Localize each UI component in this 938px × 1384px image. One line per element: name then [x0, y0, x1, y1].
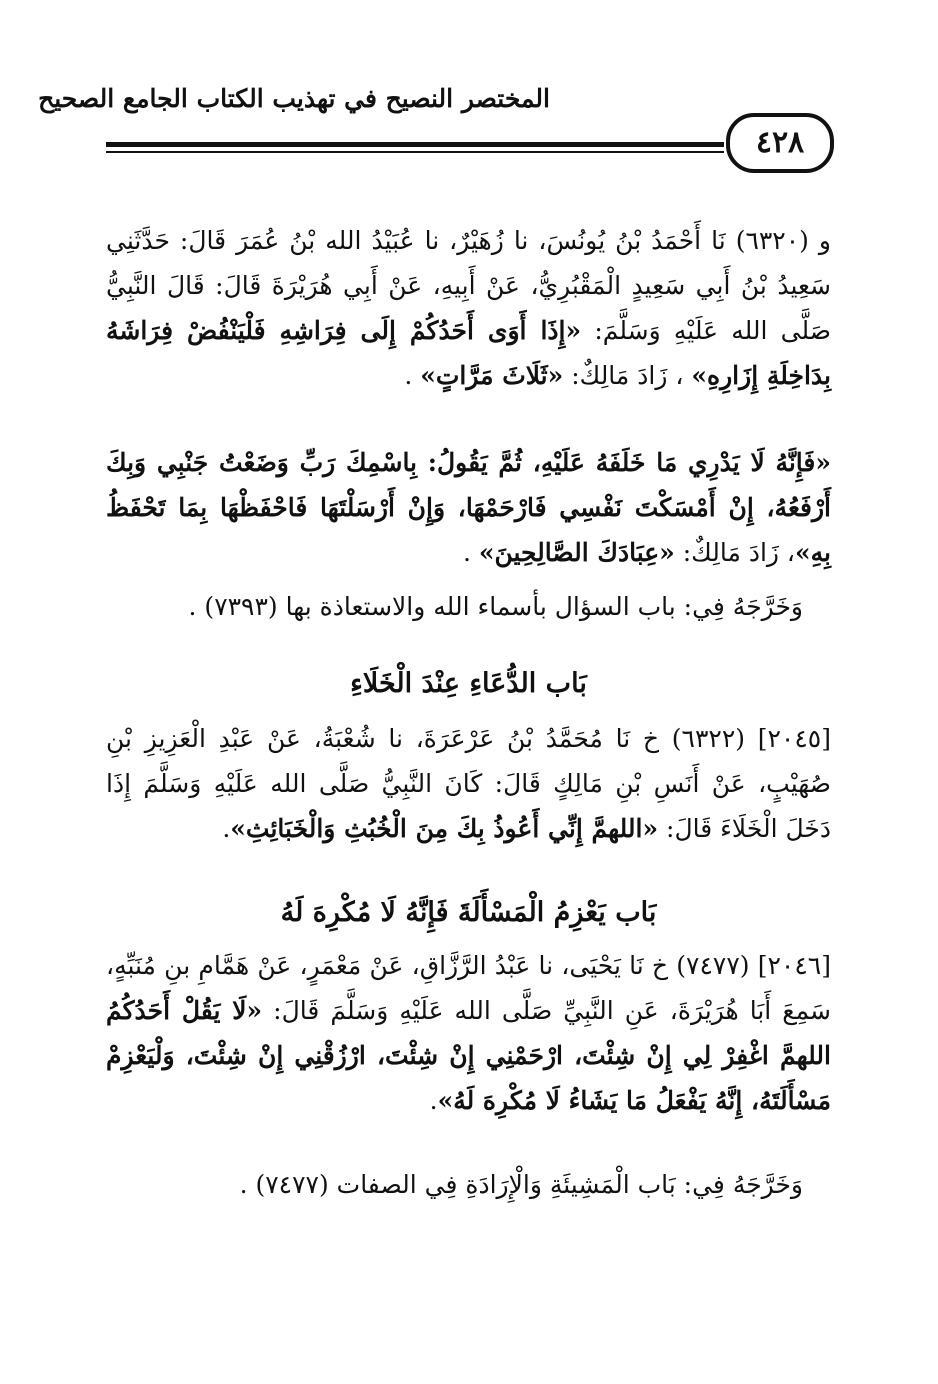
paragraph-end: .: [404, 361, 421, 390]
takhrij-note: وَخَرَّجَهُ فِي: بَاب الْمَشِيئَةِ وَالْإِرَادَةِ فِي الصفات (٧٤٧٧) .: [239, 1170, 803, 1199]
isnad-text: [٢٠٤٥] (٦٣٢٢) خ نَا مُحَمَّدُ بْنُ عَرْعَرَةَ، نا شُعْبَةُ، عَنْ عَبْدِ الْعَزِيزِ بْنِ صُهَيْبٍ، عَنْ أَنَسِ بْنِ مَالِكٍ قَالَ: كَانَ النَّبِيُّ صَلَّى الله عَلَيْهِ وَسَلَّمَ إِذَا دَخَلَ الْخَلَاءَ قَالَ:: [106, 724, 831, 843]
isnad-text: و (٦٣٢٠) نَا أَحْمَدُ بْنُ يُونُسَ، نا زُهَيْرٌ، نا عُبَيْدُ الله بْنُ عُمَرَ قَالَ: حَدَّثَنِي سَعِيدُ بْنُ أَبِي سَعِيدٍ الْمَقْبُرِيُّ، عَنْ أَبِيهِ، عَنْ أَبِي هُرَيْرَةَ قَالَ: قَالَ النَّبِيُّ صَلَّى الله عَلَيْهِ وَسَلَّمَ:: [106, 226, 832, 345]
hadith-2045-paragraph: [106, 716, 831, 851]
hadith-continuation-paragraph: [106, 440, 831, 575]
addition-quote: «ثَلَاثَ مَرَّاتٍ»: [420, 361, 564, 390]
addition-quote: «عِبَادَكَ الصَّالِحِينَ»: [478, 538, 675, 567]
hadith-2046-paragraph: [106, 943, 831, 1123]
chapter-heading: بَاب يَعْزِمُ الْمَسْأَلَةَ فَإِنَّهُ لَا مُكْرِهَ لَهُ: [280, 897, 657, 928]
isnad-text: [٢٠٤٦] (٧٤٧٧) خ نَا يَحْيَى، نا عَبْدُ الرَّزَّاقِ، عَنْ مَعْمَرٍ، عَنْ هَمَّامِ بنِ مُنَبِّهٍ، سَمِعَ أَبَا هُرَيْرَةَ، عَنِ النَّبِيِّ صَلَّى الله عَلَيْهِ وَسَلَّمَ قَالَ:: [106, 951, 832, 1025]
hadith-6320-paragraph: [106, 218, 831, 398]
matn-quote: «إِذَا أَوَى أَحَدُكُمْ إِلَى فِرَاشِهِ فَلْيَنْفُضْ فِرَاشَهُ بِدَاخِلَةِ إِزَارِهِ»: [106, 316, 831, 390]
header-rule-thick: [106, 142, 724, 147]
header-rule-thin: [106, 151, 724, 153]
running-title: المختصر النصيح في تهذيب الكتاب الجامع الصحيح: [38, 84, 550, 113]
paragraph-end: .: [462, 538, 479, 567]
paragraph-end: .: [429, 1086, 438, 1115]
chapter-heading: بَاب الدُّعَاءِ عِنْدَ الْخَلَاءِ: [350, 668, 587, 699]
matn-quote: «لَا يَقُلْ أَحَدُكُمُ اللهمَّ اغْفِرْ لِي إِنْ شِئْتَ، ارْحَمْنِي إِنْ شِئْتَ، ارْزُقْنِي إِنْ شِئْتَ، وَلْيَعْزِمْ مَسْأَلَتَهُ، إِنَّهُ يَفْعَلُ مَا يَشَاءُ لَا مُكْرِهَ لَهُ»: [106, 996, 831, 1115]
addition-text: ، زَادَ مَالِكٌ:: [563, 361, 692, 390]
page-number: ٤٢٨: [726, 113, 834, 173]
paragraph-end: .: [222, 814, 231, 843]
takhrij-note: وَخَرَّجَهُ فِي: باب السؤال بأسماء الله والاستعاذة بها (٧٣٩٣) .: [188, 592, 803, 621]
matn-quote: «فَإِنَّهُ لَا يَدْرِي مَا خَلَفَهُ عَلَيْهِ، ثُمَّ يَقُولُ: بِاسْمِكَ رَبِّ وَضَعْتُ جَنْبِي وَبِكَ أَرْفَعُهُ، إِنْ أَمْسَكْتَ نَفْسِي فَارْحَمْهَا، وَإِنْ أَرْسَلْتَهَا فَاحْفَظْهَا بِمَا تَحْفَظُ بِهِ»: [106, 448, 831, 567]
addition-text: ، زَادَ مَالِكٌ:: [674, 538, 795, 567]
matn-quote: «اللهمَّ إِنِّي أَعُوذُ بِكَ مِنَ الْخُبُثِ وَالْخَبَائِثِ»: [230, 814, 659, 843]
